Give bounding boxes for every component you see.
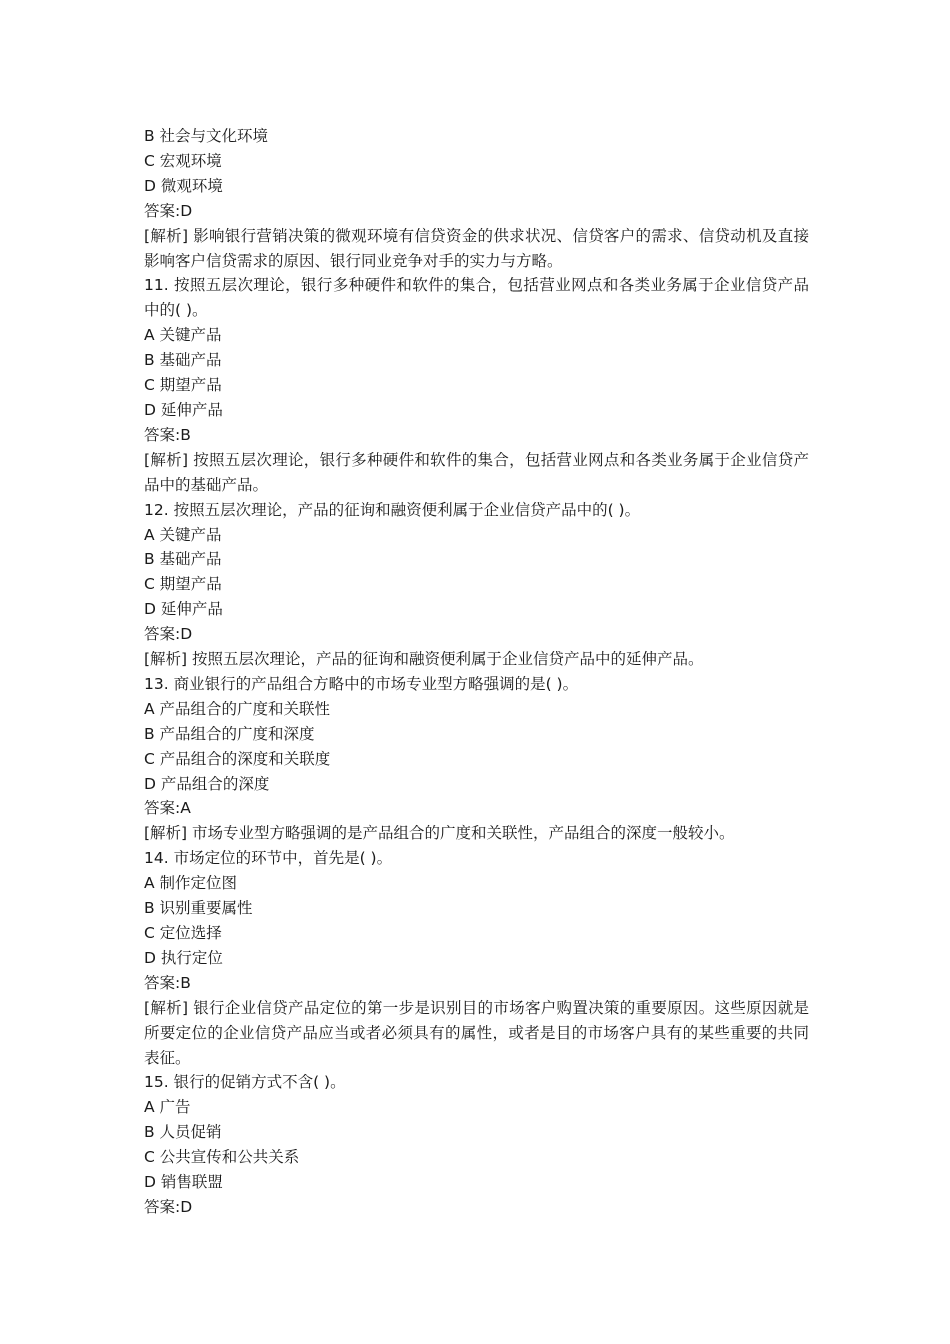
- analysis-paragraph: [解析] 银行企业信贷产品定位的第一步是识别目的市场客户购置决策的重要原因。这些原因就是所要定位的企业信贷产品应当或者必须具有的属性，或者是目的市场客户具有的某些重要的共同表征。: [144, 998, 809, 1067]
- option-line: D 产品组合的深度: [144, 774, 270, 793]
- option-line: A 关键产品: [144, 326, 222, 345]
- analysis-paragraph: [解析] 按照五层次理论，银行多种硬件和软件的集合，包括营业网点和各类业务属于企业信贷产品中的基础产品。: [144, 450, 809, 494]
- answer-line: 答案:B: [144, 425, 191, 444]
- analysis-paragraph: [解析] 市场专业型方略强调的是产品组合的广度和关联性，产品组合的深度一般较小。: [144, 824, 735, 843]
- question-14: 14. 市场定位的环节中，首先是( )。: [144, 849, 393, 868]
- option-line: D 延伸产品: [144, 400, 223, 419]
- option-line: D 微观环境: [144, 176, 223, 195]
- answer-line: 答案:B: [144, 973, 191, 992]
- option-line: B 识别重要属性: [144, 899, 253, 918]
- option-line: C 宏观环境: [144, 151, 222, 170]
- answer-line: 答案:D: [144, 201, 193, 220]
- option-line: C 期望产品: [144, 575, 222, 594]
- option-line: B 基础产品: [144, 550, 222, 569]
- document-page: [144, 124, 809, 1220]
- option-line: C 期望产品: [144, 376, 222, 395]
- analysis-paragraph: [解析] 影响银行营销决策的微观环境有信贷资金的供求状况、信贷客户的需求、信贷动机及直接影响客户信贷需求的原因、银行同业竞争对手的实力与方略。: [144, 226, 809, 270]
- option-line: D 执行定位: [144, 948, 223, 967]
- option-line: A 制作定位图: [144, 874, 238, 893]
- question-11: 11. 按照五层次理论，银行多种硬件和软件的集合，包括营业网点和各类业务属于企业信贷产品中的( )。: [144, 276, 809, 320]
- option-line: A 关键产品: [144, 525, 222, 544]
- question-15: 15. 银行的促销方式不含( )。: [144, 1073, 346, 1092]
- question-12: 12. 按照五层次理论，产品的征询和融资便利属于企业信贷产品中的( )。: [144, 500, 641, 519]
- option-line: B 产品组合的广度和深度: [144, 724, 315, 743]
- option-line: C 公共宣传和公共关系: [144, 1148, 300, 1167]
- option-line: C 定位选择: [144, 924, 222, 942]
- question-13: 13. 商业银行的产品组合方略中的市场专业型方略强调的是( )。: [144, 674, 579, 693]
- option-line: B 基础产品: [144, 351, 222, 370]
- option-line: B 社会与文化环境: [144, 127, 269, 145]
- option-line: A 产品组合的广度和关联性: [144, 699, 331, 718]
- option-line: B 人员促销: [144, 1123, 222, 1142]
- option-line: D 延伸产品: [144, 600, 223, 619]
- answer-line: 答案:D: [144, 1197, 193, 1216]
- option-line: A 广告: [144, 1098, 191, 1117]
- option-line: C 产品组合的深度和关联度: [144, 749, 331, 768]
- analysis-paragraph: [解析] 按照五层次理论，产品的征询和融资便利属于企业信贷产品中的延伸产品。: [144, 650, 704, 669]
- answer-line: 答案:D: [144, 625, 193, 644]
- answer-line: 答案:A: [144, 799, 191, 818]
- option-line: D 销售联盟: [144, 1173, 223, 1192]
